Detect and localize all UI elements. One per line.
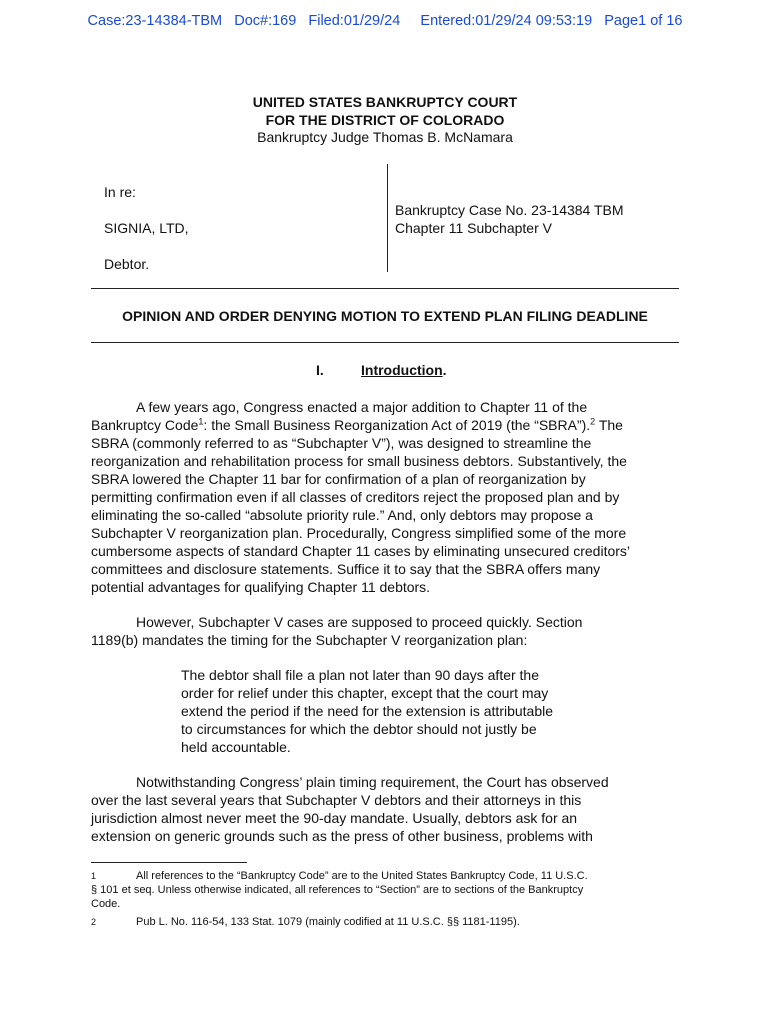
para1-line: potential advantages for qualifying Chapter 11 debtors. — [91, 579, 431, 595]
case-caption-left — [104, 183, 189, 273]
para1-line: cumbersome aspects of standard Chapter 11 cases by eliminating unsecured creditors’ — [91, 543, 631, 559]
para1-line: A few years ago, Congress enacted a major addition to Chapter 11 of the — [136, 399, 588, 415]
debtor-name: SIGNIA, LTD, — [104, 220, 189, 236]
para1-line: Subchapter V reorganization plan. Procedurally, Congress simplified some of the more — [91, 525, 627, 541]
quote-line: order for relief under this chapter, except that the court may — [181, 685, 549, 701]
paragraph-2 — [91, 613, 681, 649]
footnote-1 — [91, 869, 681, 911]
footnote-separator — [91, 862, 247, 863]
para1-line: permitting confirmation even if all classes of creditors reject the proposed plan and by — [91, 489, 620, 505]
footnote-1-line: § 101 et seq. Unless otherwise indicated, all references to “Section” are to sections of the Bankruptcy — [91, 884, 584, 896]
para1-text: The — [595, 417, 623, 433]
section-heading — [361, 362, 447, 378]
footnote-1-number: 1 — [91, 871, 97, 881]
para1-line: SBRA lowered the Chapter 11 bar for confirmation of a plan of reorganization by — [91, 471, 586, 487]
para1-line: SBRA (commonly referred to as “Subchapter V”), was designed to streamline the — [91, 435, 592, 451]
opinion-title: OPINION AND ORDER DENYING MOTION TO EXTEND PLAN FILING DEADLINE — [122, 308, 648, 324]
footnote-1-line: Code. — [91, 898, 121, 910]
case-caption-right — [395, 201, 624, 237]
para2-line: 1189(b) mandates the timing for the Subchapter V reorganization plan: — [91, 632, 528, 648]
footnote-ref-1[interactable]: 1 — [198, 416, 204, 427]
para3-line: over the last several years that Subchapter V debtors and their attorneys in this — [91, 792, 582, 808]
judge-name: Bankruptcy Judge Thomas B. McNamara — [257, 129, 513, 145]
para1-text: Bankruptcy Code — [91, 417, 199, 433]
court-heading — [0, 94, 770, 147]
footnote-2 — [91, 915, 681, 929]
para1-line: reorganization and rehabilitation process for small business debtors. Substantively, the — [91, 453, 627, 469]
para1-text: : the Small Business Reorganization Act of 2019 (the “SBRA”). — [203, 417, 591, 433]
in-re-label: In re: — [104, 184, 136, 200]
quote-line: extend the period if the need for the extension is attributable — [181, 703, 554, 719]
caption-rule-bottom — [91, 342, 679, 343]
para3-line: Notwithstanding Congress’ plain timing requirement, the Court has observed — [136, 774, 609, 790]
caption-rule-top — [91, 288, 679, 289]
para2-line: However, Subchapter V cases are supposed to proceed quickly. Section — [136, 614, 583, 630]
para3-line: extension on generic grounds such as the press of other business, problems with — [91, 828, 593, 844]
para1-line: eliminating the so-called “absolute priority rule.” And, only debtors may propose a — [91, 507, 593, 523]
footnote-1-line: All references to the “Bankruptcy Code” are to the United States Bankruptcy Code, 11 U.S.C. — [136, 870, 588, 882]
case-number: Bankruptcy Case No. 23-14384 TBM — [395, 202, 624, 218]
section-heading-period: . — [442, 362, 447, 378]
court-name: UNITED STATES BANKRUPTCY COURT — [252, 94, 518, 110]
section-heading-label: Introduction — [361, 362, 443, 378]
quote-line: to circumstances for which the debtor should not justly be — [181, 721, 537, 737]
paragraph-1 — [91, 398, 681, 596]
quote-line: held accountable. — [181, 739, 291, 755]
court-district: FOR THE DISTRICT OF COLORADO — [265, 111, 505, 128]
para1-line: committees and disclosure statements. Suffice it to say that the SBRA offers many — [91, 561, 601, 577]
ecf-header-stamp: Case:23-14384-TBM Doc#:169 Filed:01/29/24 Entered:01/29/24 09:53:19 Page1 of 16 — [87, 13, 683, 29]
footnote-2-line: Pub L. No. 116-54, 133 Stat. 1079 (mainly codified at 11 U.S.C. §§ 1181-1195). — [136, 916, 520, 928]
paragraph-3 — [91, 773, 681, 845]
block-quote — [181, 666, 591, 756]
para1-line-with-footnotes — [91, 416, 681, 434]
section-number: I. — [316, 362, 324, 378]
quote-line: The debtor shall file a plan not later than 90 days after the — [181, 667, 540, 683]
debtor-label: Debtor. — [104, 256, 150, 272]
footnote-2-number: 2 — [91, 917, 97, 927]
caption-divider — [387, 164, 388, 272]
para3-line: jurisdiction almost never meet the 90-day mandate. Usually, debtors ask for an — [91, 810, 578, 826]
footnote-ref-2[interactable]: 2 — [590, 416, 596, 427]
case-chapter: Chapter 11 Subchapter V — [395, 220, 552, 236]
